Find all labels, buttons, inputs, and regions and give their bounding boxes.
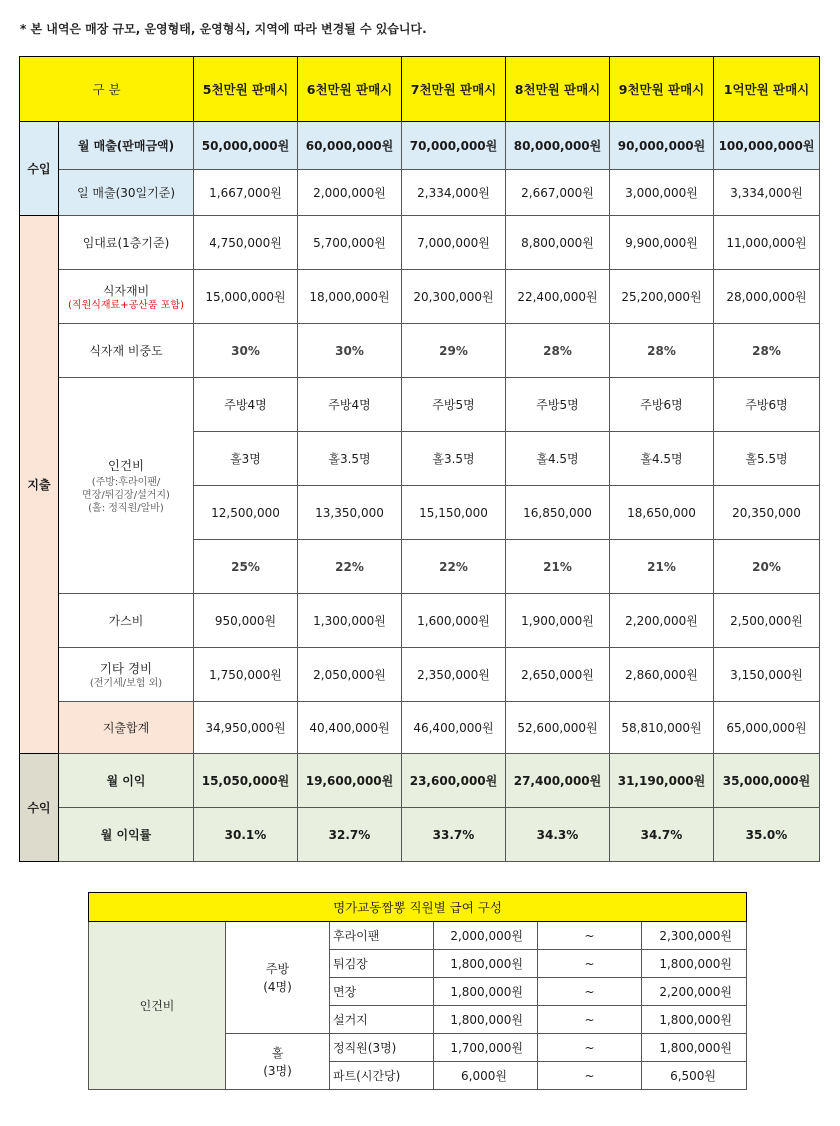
- cell: 20,350,000: [714, 486, 820, 540]
- header-col: 6천만원 판매시: [298, 57, 402, 122]
- header-col: 8천만원 판매시: [506, 57, 610, 122]
- salary-sep: ~: [538, 1006, 642, 1034]
- revenue-table: [19, 56, 820, 862]
- cell: 52,600,000원: [506, 702, 610, 754]
- cell: 3,334,000원: [714, 170, 820, 216]
- cell: 2,334,000원: [402, 170, 506, 216]
- cell: 21%: [610, 540, 714, 594]
- cell: 46,400,000원: [402, 702, 506, 754]
- salary-sep: ~: [538, 1062, 642, 1090]
- cell: 1,900,000원: [506, 594, 610, 648]
- salary-max: 1,800,000원: [642, 950, 747, 978]
- labor-sublabel: 면장/튀김장/설거지): [82, 490, 170, 501]
- cell: 22%: [402, 540, 506, 594]
- salary-min: 1,700,000원: [434, 1034, 538, 1062]
- salary-table: [88, 892, 747, 1090]
- cell: 홀3.5명: [298, 432, 402, 486]
- cell: 33.7%: [402, 808, 506, 862]
- etc-sublabel: (전기세/보험 외): [89, 678, 163, 689]
- salary-max: 2,200,000원: [642, 978, 747, 1006]
- kitchen-group-count: (4명): [263, 979, 292, 994]
- hall-group-label: 홀: [271, 1045, 284, 1060]
- salary-role: 정직원(3명): [330, 1034, 434, 1062]
- row-label: 가스비: [59, 594, 194, 648]
- cell: 홀3명: [194, 432, 298, 486]
- food-ratio-row: [20, 324, 820, 378]
- hall-group: [226, 1034, 330, 1090]
- header-col: 5천만원 판매시: [194, 57, 298, 122]
- cell: 22,400,000원: [506, 270, 610, 324]
- cell: 주방6명: [714, 378, 820, 432]
- salary-min: 1,800,000원: [434, 1006, 538, 1034]
- cell: 주방4명: [298, 378, 402, 432]
- row-label: 월 매출(판매금액): [59, 122, 194, 170]
- cell: 31,190,000원: [610, 754, 714, 808]
- salary-sep: ~: [538, 922, 642, 950]
- cell: 15,050,000원: [194, 754, 298, 808]
- row-label: 식자재 비중도: [59, 324, 194, 378]
- header-col: 1억만원 판매시: [714, 57, 820, 122]
- cell: 21%: [506, 540, 610, 594]
- cell: 3,000,000원: [610, 170, 714, 216]
- salary-sep: ~: [538, 950, 642, 978]
- salary-role: 면장: [330, 978, 434, 1006]
- salary-max: 6,500원: [642, 1062, 747, 1090]
- salary-max: 1,800,000원: [642, 1034, 747, 1062]
- row-label: [59, 270, 194, 324]
- salary-min: 2,000,000원: [434, 922, 538, 950]
- row-label: 월 이익: [59, 754, 194, 808]
- cell: 2,350,000원: [402, 648, 506, 702]
- cell: 40,400,000원: [298, 702, 402, 754]
- cell: 주방4명: [194, 378, 298, 432]
- cell: 7,000,000원: [402, 216, 506, 270]
- salary-sep: ~: [538, 978, 642, 1006]
- row-label: 월 이익률: [59, 808, 194, 862]
- cell: 90,000,000원: [610, 122, 714, 170]
- rent-row: [20, 216, 820, 270]
- cell: 25%: [194, 540, 298, 594]
- kitchen-group-label: 주방: [265, 961, 290, 976]
- cell: 1,667,000원: [194, 170, 298, 216]
- header-col: 7천만원 판매시: [402, 57, 506, 122]
- cell: 홀5.5명: [714, 432, 820, 486]
- cell: 18,000,000원: [298, 270, 402, 324]
- cell: 22%: [298, 540, 402, 594]
- expense-total-row: [20, 702, 820, 754]
- cell: 2,050,000원: [298, 648, 402, 702]
- labor-label-cell: [59, 378, 194, 594]
- cell: 2,667,000원: [506, 170, 610, 216]
- profit-category: 수익: [20, 754, 59, 862]
- cell: 2,650,000원: [506, 648, 610, 702]
- monthly-profit-row: [20, 754, 820, 808]
- cell: 30%: [298, 324, 402, 378]
- cell: 주방5명: [506, 378, 610, 432]
- monthly-sales-row: [20, 122, 820, 170]
- labor-kitchen-row: [20, 378, 820, 432]
- cell: 2,000,000원: [298, 170, 402, 216]
- cell: 65,000,000원: [714, 702, 820, 754]
- cell: 28%: [506, 324, 610, 378]
- cell: 2,500,000원: [714, 594, 820, 648]
- income-category: 수입: [20, 122, 59, 216]
- cell: 35.0%: [714, 808, 820, 862]
- cell: 34.3%: [506, 808, 610, 862]
- cell: 1,750,000원: [194, 648, 298, 702]
- header-label: 구 분: [20, 57, 194, 122]
- cell: 2,200,000원: [610, 594, 714, 648]
- profit-rate-row: [20, 808, 820, 862]
- cell: 35,000,000원: [714, 754, 820, 808]
- labor-sublabel: (주방:후라이팬/: [91, 477, 161, 488]
- salary-max: 2,300,000원: [642, 922, 747, 950]
- disclaimer-note: * 본 내역은 매장 규모, 운영형태, 운영형식, 지역에 따라 변경될 수 있습니다.: [20, 22, 427, 36]
- cell: 50,000,000원: [194, 122, 298, 170]
- cell: 3,150,000원: [714, 648, 820, 702]
- cell: 13,350,000: [298, 486, 402, 540]
- cell: 19,600,000원: [298, 754, 402, 808]
- row-label: 지출합계: [59, 702, 194, 754]
- row-label: [59, 648, 194, 702]
- cell: 23,600,000원: [402, 754, 506, 808]
- salary-title: 명가교동짬뽕 직원별 급여 구성: [89, 893, 747, 922]
- cell: 29%: [402, 324, 506, 378]
- cell: 60,000,000원: [298, 122, 402, 170]
- cell: 28%: [714, 324, 820, 378]
- cell: 주방5명: [402, 378, 506, 432]
- cell: 30%: [194, 324, 298, 378]
- hall-group-count: (3명): [263, 1063, 292, 1078]
- cell: 12,500,000: [194, 486, 298, 540]
- cell: 34,950,000원: [194, 702, 298, 754]
- labor-sublabel: (홀: 정직원/알바): [88, 503, 164, 514]
- cell: 11,000,000원: [714, 216, 820, 270]
- daily-sales-row: [20, 170, 820, 216]
- cell: 70,000,000원: [402, 122, 506, 170]
- cell: 15,000,000원: [194, 270, 298, 324]
- row-label: 일 매출(30일기준): [59, 170, 194, 216]
- cell: 32.7%: [298, 808, 402, 862]
- cell: 2,860,000원: [610, 648, 714, 702]
- food-cost-row: [20, 270, 820, 324]
- cell: 4,750,000원: [194, 216, 298, 270]
- salary-role: 튀김장: [330, 950, 434, 978]
- salary-sep: ~: [538, 1034, 642, 1062]
- cell: 1,300,000원: [298, 594, 402, 648]
- cell: 20%: [714, 540, 820, 594]
- salary-role: 후라이팬: [330, 922, 434, 950]
- cell: 15,150,000: [402, 486, 506, 540]
- header-row: [20, 57, 820, 122]
- food-sublabel: (직원식재료+공산품 포함): [68, 299, 184, 311]
- cell: 100,000,000원: [714, 122, 820, 170]
- kitchen-group: [226, 922, 330, 1034]
- etc-label: 기타 경비: [99, 661, 153, 676]
- cell: 5,700,000원: [298, 216, 402, 270]
- cell: 18,650,000: [610, 486, 714, 540]
- salary-min: 1,800,000원: [434, 950, 538, 978]
- cell: 주방6명: [610, 378, 714, 432]
- food-label: 식자재비: [102, 283, 150, 298]
- salary-max: 1,800,000원: [642, 1006, 747, 1034]
- cell: 58,810,000원: [610, 702, 714, 754]
- salary-min: 1,800,000원: [434, 978, 538, 1006]
- cell: 홀4.5명: [506, 432, 610, 486]
- cell: 950,000원: [194, 594, 298, 648]
- salary-min: 6,000원: [434, 1062, 538, 1090]
- salary-role: 설거지: [330, 1006, 434, 1034]
- cell: 8,800,000원: [506, 216, 610, 270]
- cell: 홀4.5명: [610, 432, 714, 486]
- cell: 30.1%: [194, 808, 298, 862]
- labor-label: 인건비: [107, 458, 145, 473]
- expense-category: 지출: [20, 216, 59, 754]
- etc-row: [20, 648, 820, 702]
- salary-category: 인건비: [89, 922, 226, 1090]
- header-col: 9천만원 판매시: [610, 57, 714, 122]
- cell: 25,200,000원: [610, 270, 714, 324]
- cell: 28,000,000원: [714, 270, 820, 324]
- cell: 9,900,000원: [610, 216, 714, 270]
- row-label: 임대료(1층기준): [59, 216, 194, 270]
- cell: 1,600,000원: [402, 594, 506, 648]
- cell: 20,300,000원: [402, 270, 506, 324]
- gas-row: [20, 594, 820, 648]
- salary-role: 파트(시간당): [330, 1062, 434, 1090]
- cell: 16,850,000: [506, 486, 610, 540]
- cell: 80,000,000원: [506, 122, 610, 170]
- cell: 홀3.5명: [402, 432, 506, 486]
- cell: 28%: [610, 324, 714, 378]
- cell: 34.7%: [610, 808, 714, 862]
- cell: 27,400,000원: [506, 754, 610, 808]
